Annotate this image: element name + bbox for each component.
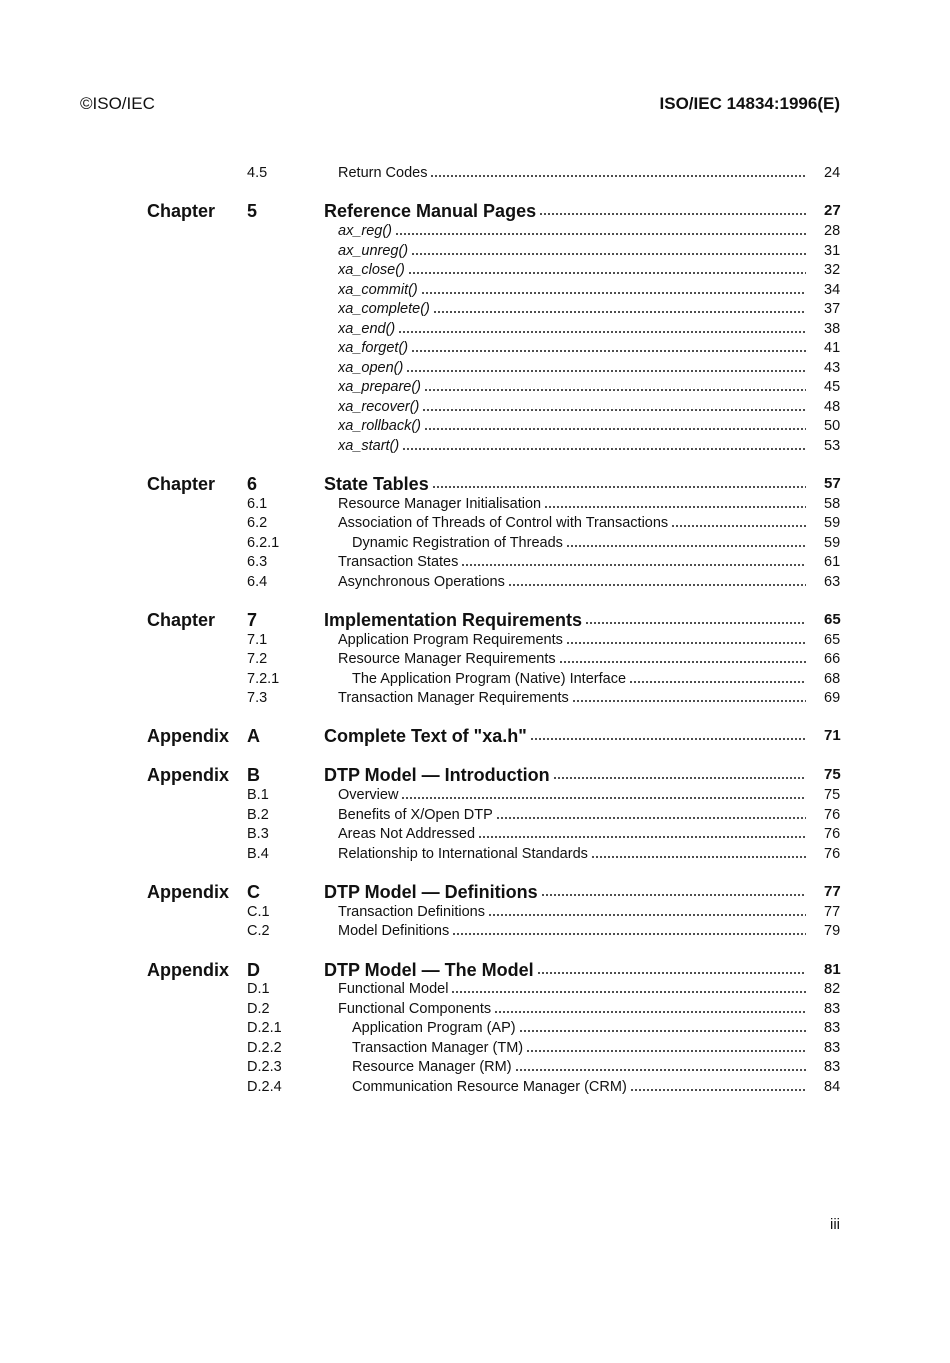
toc-entry[interactable] <box>338 824 807 844</box>
toc-entry[interactable] <box>324 473 807 495</box>
dot-leader <box>408 271 806 275</box>
dot-leader <box>461 563 806 567</box>
toc-page-number: 65 <box>824 611 841 628</box>
toc-entry[interactable] <box>338 221 807 241</box>
toc-entry[interactable] <box>324 881 807 903</box>
toc-row[interactable] <box>0 881 950 903</box>
toc-number: 6.1 <box>247 496 268 512</box>
dot-leader <box>566 641 806 645</box>
toc-row[interactable] <box>0 397 950 417</box>
toc-row[interactable] <box>0 358 950 378</box>
toc-entry[interactable] <box>338 844 807 864</box>
toc-number: 6 <box>247 474 258 494</box>
toc-entry[interactable] <box>338 902 807 922</box>
toc-entry[interactable] <box>338 280 807 300</box>
dot-leader <box>494 1010 806 1014</box>
toc-entry[interactable] <box>338 979 807 999</box>
toc-entry[interactable] <box>338 805 807 825</box>
dot-leader <box>508 583 806 587</box>
toc-page-number: 65 <box>824 632 841 648</box>
toc-row[interactable] <box>0 1018 950 1038</box>
toc-row[interactable] <box>0 494 950 514</box>
toc-page-number: 76 <box>824 846 841 862</box>
toc-row[interactable] <box>0 280 950 300</box>
toc-page-number: 77 <box>824 904 841 920</box>
toc-title[interactable]: Functional Model <box>338 981 449 997</box>
toc-page-number: 69 <box>824 690 841 706</box>
dot-leader <box>526 1049 806 1053</box>
toc-page-number: 43 <box>824 360 841 376</box>
toc-page-number: 83 <box>824 1020 841 1036</box>
toc-row[interactable] <box>0 844 950 864</box>
dot-leader <box>424 388 806 392</box>
toc-entry[interactable] <box>352 1018 807 1038</box>
toc-title[interactable]: Resource Manager Initialisation <box>338 496 542 512</box>
toc-page-number: 83 <box>824 1001 841 1017</box>
toc-row[interactable] <box>0 805 950 825</box>
toc-page-number: 76 <box>824 826 841 842</box>
toc-entry[interactable] <box>338 377 807 397</box>
toc-kind: Appendix <box>147 726 230 746</box>
dot-leader <box>433 310 806 314</box>
toc-row[interactable] <box>0 669 950 689</box>
dot-leader <box>452 932 806 936</box>
dot-leader <box>671 524 806 528</box>
toc-row[interactable] <box>0 416 950 436</box>
dot-leader <box>537 971 806 975</box>
toc-title[interactable]: Reference Manual Pages <box>324 201 537 221</box>
toc-row[interactable] <box>0 630 950 650</box>
toc-row[interactable] <box>0 260 950 280</box>
dot-leader <box>421 291 806 295</box>
toc-number: B.2 <box>247 807 269 823</box>
toc-number: 4.5 <box>247 165 268 181</box>
toc-title[interactable]: ax_reg() <box>338 223 392 239</box>
toc-page-number: 53 <box>824 438 841 454</box>
toc-title[interactable]: Return Codes <box>338 165 428 181</box>
page-number: iii <box>830 1216 840 1233</box>
toc-number: B.1 <box>247 787 269 803</box>
dot-leader <box>488 913 806 917</box>
toc-row[interactable] <box>0 200 950 222</box>
dot-leader <box>539 212 806 216</box>
toc-kind: Chapter <box>147 201 216 221</box>
toc-entry[interactable] <box>352 669 807 689</box>
toc-row[interactable] <box>0 902 950 922</box>
toc-row[interactable] <box>0 1077 950 1097</box>
header-left: ©ISO/IEC <box>80 94 155 113</box>
dot-leader <box>585 621 806 625</box>
toc-number: 7 <box>247 610 258 630</box>
toc-page-number: 61 <box>824 554 841 570</box>
header-right: ISO/IEC 14834:1996(E) <box>659 94 840 113</box>
dot-leader <box>572 699 806 703</box>
toc-row[interactable] <box>0 299 950 319</box>
toc-entry[interactable] <box>352 1038 807 1058</box>
toc-number: C <box>247 882 260 902</box>
dot-leader <box>406 369 806 373</box>
toc-title[interactable]: Communication Resource Manager (CRM) <box>352 1079 627 1095</box>
toc-title[interactable]: xa_prepare() <box>338 379 422 395</box>
toc-title[interactable]: xa_commit() <box>338 282 418 298</box>
toc-number: D.1 <box>247 981 270 997</box>
toc-page-number: 24 <box>824 165 841 181</box>
toc-row[interactable] <box>0 513 950 533</box>
toc-entry[interactable] <box>352 1057 807 1077</box>
toc-title[interactable]: Application Program Requirements <box>338 632 563 648</box>
toc-title[interactable]: Dynamic Registration of Threads <box>352 535 563 551</box>
dot-leader <box>559 660 806 664</box>
toc-entry[interactable] <box>338 785 807 805</box>
toc-title[interactable]: Resource Manager (RM) <box>352 1059 512 1075</box>
toc-entry[interactable] <box>338 921 807 941</box>
toc-entry[interactable] <box>338 494 807 514</box>
dot-leader <box>401 796 806 800</box>
dot-leader <box>451 990 806 994</box>
toc-page-number: 59 <box>824 515 841 531</box>
toc-title[interactable]: Functional Components <box>338 1001 492 1017</box>
toc-entry[interactable] <box>338 358 807 378</box>
dot-leader <box>422 408 806 412</box>
toc-row[interactable] <box>0 649 950 669</box>
toc-entry[interactable] <box>338 688 807 708</box>
toc-row[interactable] <box>0 725 950 747</box>
toc-page-number: 32 <box>824 262 841 278</box>
toc-row[interactable] <box>0 688 950 708</box>
toc-page-number: 38 <box>824 321 841 337</box>
toc-number: B.3 <box>247 826 269 842</box>
toc-row[interactable] <box>0 552 950 572</box>
toc-title[interactable]: xa_end() <box>338 321 396 337</box>
toc-entry[interactable] <box>338 397 807 417</box>
toc-page-number: 75 <box>824 766 841 783</box>
toc-title[interactable]: Transaction States <box>338 554 459 570</box>
toc-number: 6.2 <box>247 515 268 531</box>
toc-row[interactable] <box>0 572 950 592</box>
toc-page-number: 77 <box>824 883 841 900</box>
toc-title[interactable]: The Application Program (Native) Interface <box>352 671 627 687</box>
toc-page-number: 81 <box>824 961 841 978</box>
toc-title[interactable]: Transaction Manager (TM) <box>352 1040 524 1056</box>
toc-row[interactable] <box>0 959 950 981</box>
toc-row[interactable] <box>0 533 950 553</box>
dot-leader <box>541 893 806 897</box>
toc-kind: Appendix <box>147 882 230 902</box>
toc-title[interactable]: Association of Threads of Control with Transactions <box>338 515 669 531</box>
toc-page-number: 28 <box>824 223 841 239</box>
toc-row[interactable] <box>0 999 950 1019</box>
toc-number: 7.2.1 <box>247 671 280 687</box>
toc-page-number: 79 <box>824 923 841 939</box>
toc-number: 7.2 <box>247 651 268 667</box>
toc-title[interactable]: Resource Manager Requirements <box>338 651 556 667</box>
dot-leader <box>629 680 806 684</box>
toc-entry[interactable] <box>324 609 807 631</box>
toc-page-number: 75 <box>824 787 841 803</box>
dot-leader <box>395 232 806 236</box>
dot-leader <box>402 447 806 451</box>
toc-entry[interactable] <box>352 1077 807 1097</box>
toc-entry[interactable] <box>338 999 807 1019</box>
toc-number: D.2 <box>247 1001 270 1017</box>
dot-leader <box>430 174 806 178</box>
toc-title[interactable]: DTP Model — Introduction <box>324 765 550 785</box>
dot-leader <box>411 252 806 256</box>
dot-leader <box>515 1068 806 1072</box>
toc-number: C.2 <box>247 923 270 939</box>
toc-entry[interactable] <box>324 725 807 747</box>
toc-page-number: 83 <box>824 1040 841 1056</box>
toc-number: 5 <box>247 201 258 221</box>
toc-entry[interactable] <box>338 163 807 183</box>
toc-title[interactable]: xa_complete() <box>338 301 430 317</box>
toc-row[interactable] <box>0 764 950 786</box>
toc-entry[interactable] <box>338 649 807 669</box>
toc-page-number: 68 <box>824 671 841 687</box>
toc-title[interactable]: xa_open() <box>338 360 404 376</box>
toc-entry[interactable] <box>338 513 807 533</box>
toc-number: 6.4 <box>247 574 268 590</box>
toc-row[interactable] <box>0 609 950 631</box>
toc-title[interactable]: xa_start() <box>338 438 400 454</box>
dot-leader <box>630 1088 806 1092</box>
toc-kind: Chapter <box>147 474 216 494</box>
toc-entry[interactable] <box>338 552 807 572</box>
dot-leader <box>591 855 806 859</box>
toc-page-number: 82 <box>824 981 841 997</box>
toc-row[interactable] <box>0 319 950 339</box>
toc-row[interactable] <box>0 1038 950 1058</box>
toc-number: C.1 <box>247 904 270 920</box>
toc-row[interactable] <box>0 1057 950 1077</box>
dot-leader <box>432 485 806 489</box>
toc-entry[interactable] <box>338 572 807 592</box>
toc-number: D <box>247 960 260 980</box>
toc-number: 6.3 <box>247 554 268 570</box>
toc-title[interactable]: xa_forget() <box>338 340 409 356</box>
toc-page-number: 84 <box>824 1079 841 1095</box>
toc-entry[interactable] <box>324 764 807 786</box>
toc-page-number: 66 <box>824 651 841 667</box>
toc-entry[interactable] <box>352 533 807 553</box>
toc-title[interactable]: State Tables <box>324 474 429 494</box>
dot-leader <box>544 505 806 509</box>
toc-page-number: 57 <box>824 475 841 492</box>
toc-entry[interactable] <box>338 319 807 339</box>
toc-entry[interactable] <box>338 416 807 436</box>
toc-page-number: 83 <box>824 1059 841 1075</box>
dot-leader <box>398 330 806 334</box>
toc-title[interactable]: Areas Not Addressed <box>338 826 476 842</box>
toc-number: 7.1 <box>247 632 268 648</box>
toc-kind: Appendix <box>147 960 230 980</box>
toc-title[interactable]: xa_rollback() <box>338 418 421 434</box>
dot-leader <box>411 349 806 353</box>
dot-leader <box>553 776 806 780</box>
toc-number: D.2.3 <box>247 1059 282 1075</box>
dot-leader <box>530 737 806 741</box>
toc-row[interactable] <box>0 377 950 397</box>
toc-page-number: 45 <box>824 379 841 395</box>
dot-leader <box>519 1029 806 1033</box>
toc-number: D.2.1 <box>247 1020 282 1036</box>
toc-row[interactable] <box>0 163 950 183</box>
toc-title[interactable]: ax_unreg() <box>338 243 409 259</box>
toc-title[interactable]: xa_close() <box>338 262 405 278</box>
toc-page-number: 63 <box>824 574 841 590</box>
toc-number: 7.3 <box>247 690 268 706</box>
toc-number: B.4 <box>247 846 269 862</box>
toc-page-number: 34 <box>824 282 841 298</box>
toc-entry[interactable] <box>338 241 807 261</box>
dot-leader <box>478 835 806 839</box>
toc-title[interactable]: Implementation Requirements <box>324 610 583 630</box>
toc-title[interactable]: Asynchronous Operations <box>338 574 505 590</box>
toc-number: B <box>247 765 260 785</box>
toc-page-number: 37 <box>824 301 841 317</box>
toc-page-number: 27 <box>824 202 841 219</box>
toc-entry[interactable] <box>338 630 807 650</box>
toc-page-number: 41 <box>824 340 841 356</box>
toc-title[interactable]: xa_recover() <box>338 399 420 415</box>
toc-row[interactable] <box>0 436 950 456</box>
toc-number: D.2.2 <box>247 1040 282 1056</box>
toc-number: D.2.4 <box>247 1079 282 1095</box>
dot-leader <box>424 427 806 431</box>
toc-entry[interactable] <box>338 299 807 319</box>
toc-row[interactable] <box>0 473 950 495</box>
toc-row[interactable] <box>0 785 950 805</box>
toc-row[interactable] <box>0 824 950 844</box>
toc-title[interactable]: Benefits of X/Open DTP <box>338 807 493 823</box>
toc-title[interactable]: Transaction Definitions <box>338 904 485 920</box>
toc-number: 6.2.1 <box>247 535 280 551</box>
toc-entry[interactable] <box>338 436 807 456</box>
toc-title[interactable]: Overview <box>338 787 399 803</box>
toc-title[interactable]: DTP Model — The Model <box>324 960 534 980</box>
toc-title[interactable]: Complete Text of "xa.h" <box>324 726 527 746</box>
dot-leader <box>566 544 806 548</box>
toc-page-number: 58 <box>824 496 841 512</box>
toc-title[interactable]: Model Definitions <box>338 923 450 939</box>
toc-row[interactable] <box>0 221 950 241</box>
toc-page-number: 31 <box>824 243 841 259</box>
toc-entry[interactable] <box>324 959 807 981</box>
toc-page-number: 48 <box>824 399 841 415</box>
toc-title[interactable]: Relationship to International Standards <box>338 846 588 862</box>
toc-kind: Appendix <box>147 765 230 785</box>
toc-kind: Chapter <box>147 610 216 630</box>
toc-page-number: 71 <box>824 727 841 744</box>
toc-page-number: 59 <box>824 535 841 551</box>
toc-row[interactable] <box>0 979 950 999</box>
toc-entry[interactable] <box>324 200 807 222</box>
toc-row[interactable] <box>0 338 950 358</box>
toc-entry[interactable] <box>338 338 807 358</box>
toc-title[interactable]: Application Program (AP) <box>352 1020 516 1036</box>
toc-page-number: 76 <box>824 807 841 823</box>
toc-row[interactable] <box>0 241 950 261</box>
toc-title[interactable]: DTP Model — Definitions <box>324 882 538 902</box>
dot-leader <box>496 816 806 820</box>
toc-title[interactable]: Transaction Manager Requirements <box>338 690 569 706</box>
toc-row[interactable] <box>0 921 950 941</box>
toc-entry[interactable] <box>338 260 807 280</box>
toc-page-number: 50 <box>824 418 841 434</box>
toc-number: A <box>247 726 260 746</box>
